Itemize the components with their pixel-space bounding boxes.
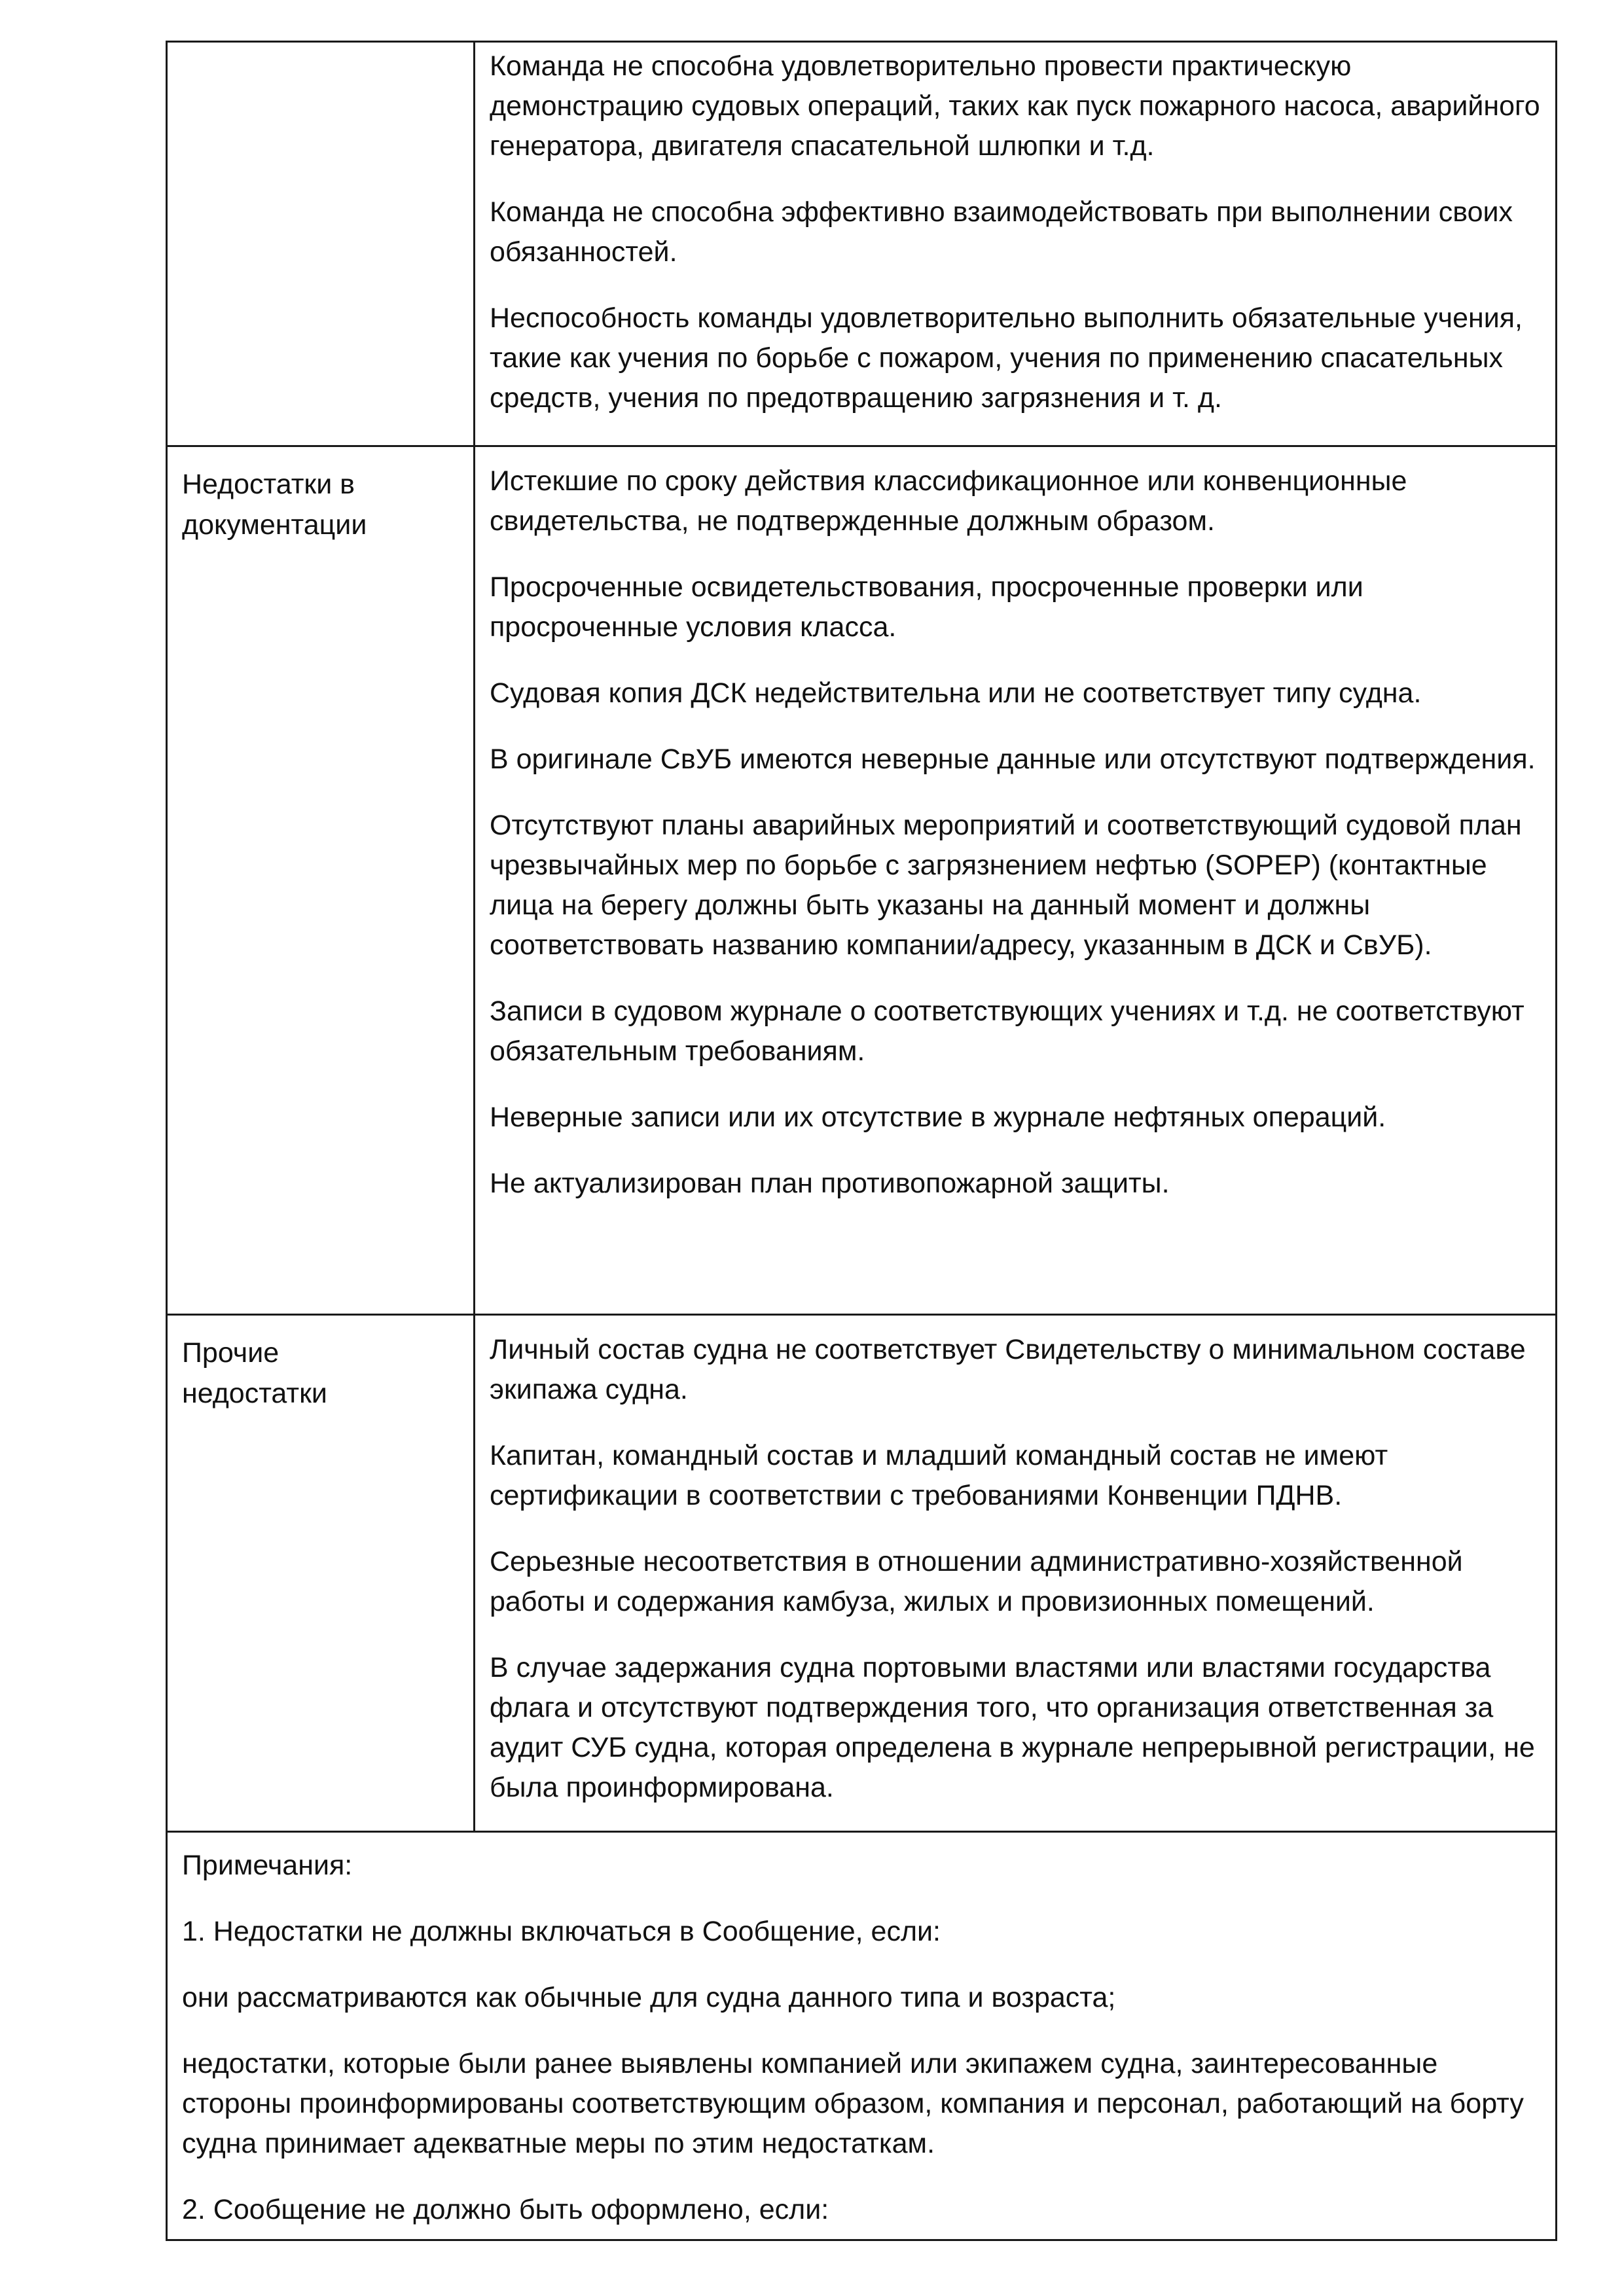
deficiency-item: Серьезные несоответствия в отношении административно-хозяйственной работы и содержания камбуза, жилых и провизионных помещений. [490,1546,1463,1617]
deficiency-item: Команда не способна удовлетворительно провести практическую демонстрацию судовых операций, таких как пуск пожарного насоса, аварийного генератора, двигателя спасательной шлюпки и т.д. [490,50,1540,162]
category-label: Недостатки в документации [182,469,367,541]
notes-row [168,1833,1555,2239]
deficiency-item: Отсутствуют планы аварийных мероприятий и соответствующий судовой план чрезвычайных мер по борьбе с загрязнением нефтью (SOPEP) (контактные лица на берегу должны быть указаны на данный момент и должны соответствовать названию компании/адресу, указанным в ДСК и СвУБ). [490,810,1522,961]
deficiency-item: Просроченные освидетельствования, просроченные проверки или просроченные условия класса. [490,571,1363,643]
description-cell [475,43,1555,445]
deficiency-item: Судовая копия ДСК недействительна или не соответствует типу судна. [490,677,1422,709]
deficiency-item: Истекшие по сроку действия классификационное или конвенционные свидетельства, не подтвержденные должным образом. [490,465,1407,537]
table-row [168,447,1555,1316]
deficiency-item: Личный состав судна не соответствует Свидетельству о минимальном составе экипажа судна. [490,1334,1526,1405]
category-cell [168,447,475,1314]
deficiency-item: В случае задержания судна портовыми властями или властями государства флага и отсутствуют подтверждения того, что организация ответственная за аудит СУБ судна, которая определена в журнале непрерывной регистрации, не была проинформирована. [490,1652,1535,1803]
table-row [168,1316,1555,1833]
note-item: они рассматриваются как обычные для судна данного типа и возраста; [182,1982,1116,2013]
deficiency-item: Капитан, командный состав и младший командный состав не имеют сертификации в соответствии с требованиями Конвенции ПДНВ. [490,1440,1388,1511]
note-item: недостатки, которые были ранее выявлены компанией или экипажем судна, заинтересованные стороны проинформированы соответствующим образом, компания и персонал, работающий на борту судна принимает адекватные меры по этим недостаткам. [182,2048,1524,2159]
deficiency-item: Записи в судовом журнале о соответствующих учениях и т.д. не соответствуют обязательным требованиям. [490,996,1525,1067]
deficiency-item: Команда не способна эффективно взаимодействовать при выполнении своих обязанностей. [490,196,1513,268]
deficiency-item: В оригинале СвУБ имеются неверные данные или отсутствуют подтверждения. [490,744,1536,775]
deficiency-item: Неверные записи или их отсутствие в журнале нефтяных операций. [490,1102,1386,1133]
notes-cell [168,1833,1555,2239]
category-cell [168,1316,475,1831]
category-label: Прочие недостатки [182,1337,327,1409]
deficiency-item: Не актуализирован план противопожарной защиты. [490,1168,1170,1199]
note-item: 2. Сообщение не должно быть оформлено, если: [182,2194,829,2225]
description-cell [475,1316,1555,1831]
deficiency-item: Неспособность команды удовлетворительно выполнить обязательные учения, такие как учения по борьбе с пожаром, учения по применению спасательных средств, учения по предотвращению загрязнения и т. д. [490,302,1523,414]
deficiency-table [166,41,1557,2241]
description-cell [475,447,1555,1314]
table-row [168,43,1555,447]
notes-heading: Примечания: [182,1850,353,1881]
note-item: 1. Недостатки не должны включаться в Сообщение, если: [182,1916,941,1947]
category-cell [168,43,475,445]
